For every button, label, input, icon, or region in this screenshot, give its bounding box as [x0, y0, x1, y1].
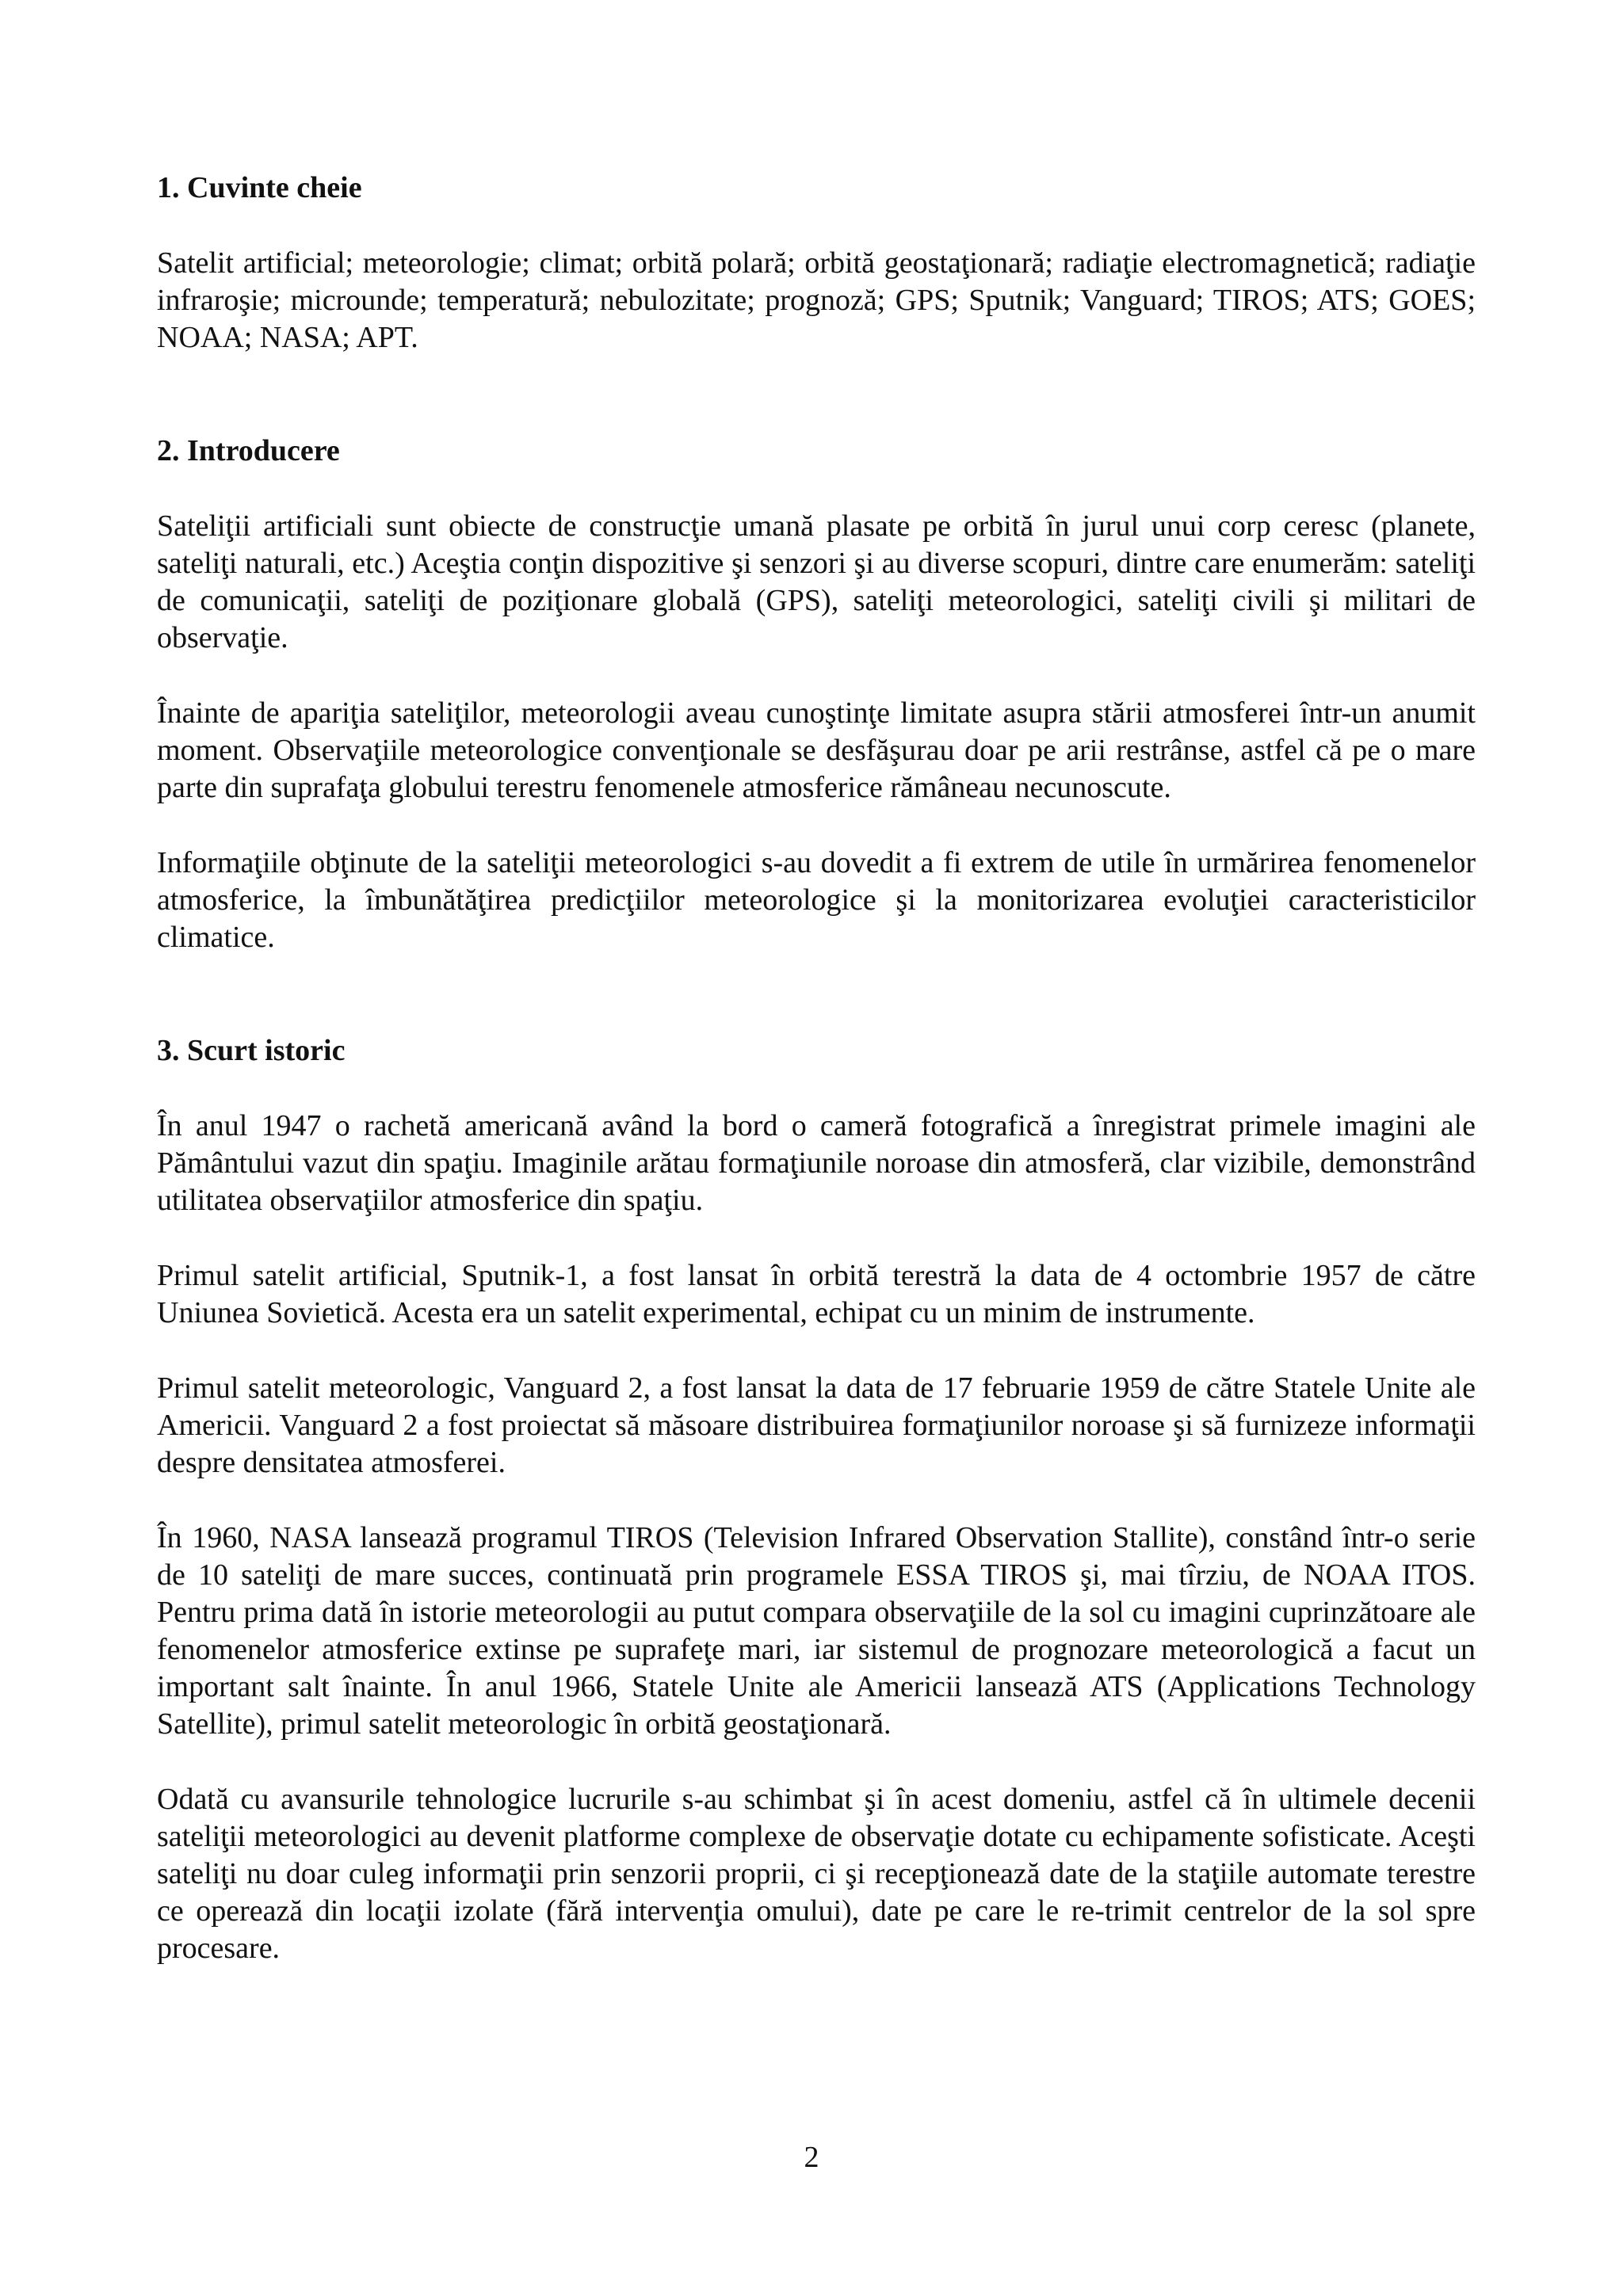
paragraph: Înainte de apariţia sateliţilor, meteorologii aveau cunoştinţe limitate asupra stării atmosferei într-un anumit moment. Observaţiile meteorologice convenţionale se desfăşurau doar pe arii restrânse, astfel că pe o mare parte din suprafaţa globului terestru fenomenele atmosferice rămâneau necunoscute. [157, 696, 1476, 804]
section-introduction [157, 433, 1476, 956]
paragraph: Informaţiile obţinute de la sateliţii meteorologici s-au dovedit a fi extrem de utile în urmărirea fenomenelor atmosferice, la îmbunătăţirea predicţiilor meteorologice şi la monitorizarea evoluţiei caracteristicilor climatice. [157, 846, 1476, 954]
section-history [157, 1032, 1476, 1967]
section-title: 2. Introducere [157, 434, 340, 467]
section-title: 3. Scurt istoric [157, 1034, 346, 1067]
paragraph: În anul 1947 o rachetă americană având la bord o cameră fotografică a înregistrat primele imagini ale Pământului vazut din spaţiu. Imaginile arătau formaţiunile noroase din atmosferă, clar vizibile, demonstrând utilitatea observaţiilor atmosferice din spaţiu. [157, 1109, 1476, 1217]
paragraph: În 1960, NASA lansează programul TIROS (Television Infrared Observation Stallite), constând într-o serie de 10 sateliţi de mare succes, continuată prin programele ESSA TIROS şi, mai tîrziu, de NOAA ITOS. Pentru prima dată în istorie meteorologii au putut compara observaţiile de la sol cu imagini cuprinzătoare ale fenomenelor atmosferice extinse pe suprafeţe mari, iar sistemul de prognozare meteorologică a facut un important salt înainte. În anul 1966, Statele Unite ale Americii lansează ATS (Applications Technology Satellite), primul satelit meteorologic în orbită geostaţionară. [157, 1521, 1476, 1741]
section-title: 1. Cuvinte cheie [157, 171, 362, 204]
paragraph: Sateliţii artificiali sunt obiecte de construcţie umană plasate pe orbită în jurul unui corp ceresc (planete, sateliţi naturali, etc.) Aceştia conţin dispozitive şi senzori şi au diverse scopuri, dintre care enumerăm: sateliţi de comunicaţii, sateliţi de poziţionare globală (GPS), sateliţi meteorologici, sateliţi civili şi militari de observaţie. [157, 509, 1476, 654]
document-page [157, 170, 1476, 1967]
section-keywords [157, 170, 1476, 357]
paragraph: Odată cu avansurile tehnologice lucrurile s-au schimbat şi în acest domeniu, astfel că în ultimele decenii sateliţii meteorologici au devenit platforme complexe de observaţie dotate cu echipamente sofisticate. Aceşti sateliţi nu doar culeg informaţii prin senzorii proprii, ci şi recepţionează date de la staţiile automate terestre ce operează din locaţii izolate (fără intervenţia omului), date pe care le re-trimit centrelor de la sol spre procesare. [157, 1783, 1476, 1965]
keywords-paragraph: Satelit artificial; meteorologie; climat; orbită polară; orbită geostaţionară; radiaţie electromagnetică; radiaţie infraroşie; microunde; temperatură; nebulozitate; prognoză; GPS; Sputnik; Vanguard; TIROS; ATS; GOES; NOAA; NASA; APT. [157, 246, 1476, 354]
paragraph: Primul satelit meteorologic, Vanguard 2, a fost lansat la data de 17 februarie 1959 de către Statele Unite ale Americii. Vanguard 2 a fost proiectat să măsoare distribuirea formaţiunilor noroase şi să furnizeze informaţii despre densitatea atmosferei. [157, 1371, 1476, 1479]
page-number: 2 [804, 2141, 819, 2174]
paragraph: Primul satelit artificial, Sputnik-1, a fost lansat în orbită terestră la data de 4 octombrie 1957 de către Uniunea Sovietică. Acesta era un satelit experimental, echipat cu un minim de instrumente. [157, 1259, 1476, 1329]
